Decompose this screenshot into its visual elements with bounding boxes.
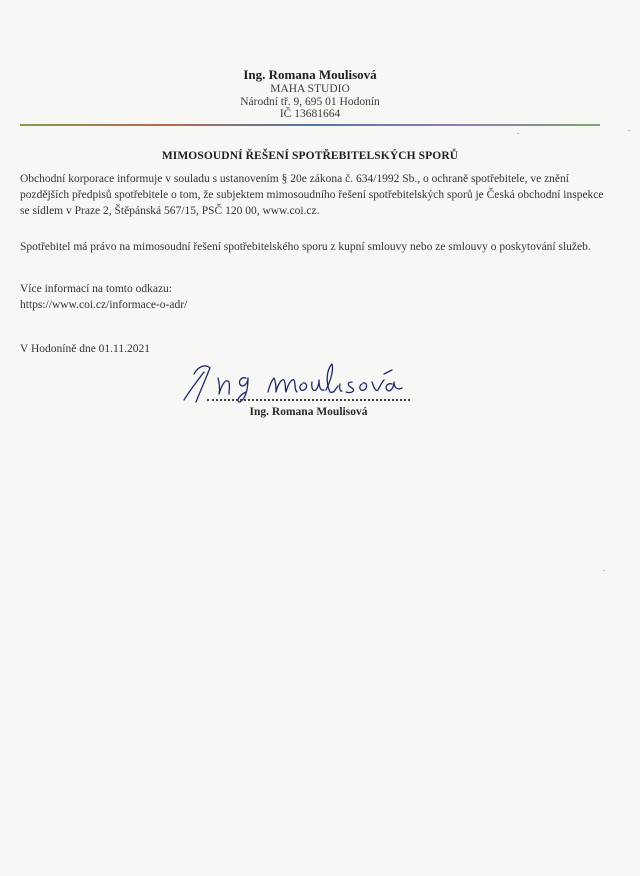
letterhead-ic: IČ 13681664 [279, 108, 341, 120]
letterhead-company: MAHA STUDIO [270, 83, 350, 95]
letterhead-divider [20, 124, 600, 126]
more-info-block [20, 281, 604, 313]
paragraph-rights: Spotřebitel má právo na mimosoudní řešení spotřebitelského sporu z kupní smlouvy nebo ze smlouvy o poskytování služeb. [20, 241, 591, 253]
scan-speck [628, 130, 630, 131]
letterhead-address: Národní tř. 9, 695 01 Hodonín [240, 95, 380, 108]
more-info-label: Více informací na tomto odkazu: [20, 283, 173, 295]
letterhead [0, 67, 620, 121]
signature-line [207, 399, 410, 401]
scan-speck [517, 133, 519, 134]
place-date: V Hodoníně dne 01.11.2021 [20, 343, 151, 355]
scan-speck [603, 570, 605, 571]
signature-name: Ing. Romana Moulisová [249, 406, 368, 418]
document-title: MIMOSOUDNÍ ŘEŠENÍ SPOTŘEBITELSKÝCH SPORŮ [161, 150, 459, 162]
letterhead-name: Ing. Romana Moulisová [243, 67, 377, 82]
paragraph-info: Obchodní korporace informuje v souladu s ustanovením § 20e zákona č. 634/1992 Sb., o ochraně spotřebitele, ve znění pozdějších předpisů spotřebitele o tom, že subjektem mimosoudního řešení spotřebitelských sporů je Česká obchodní inspekce se sídlem v Praze 2, Štěpánská 567/15, PSČ 120 00, www.coi.cz. [20, 173, 604, 217]
more-info-link[interactable]: https://www.coi.cz/informace-o-adr/ [20, 299, 188, 311]
